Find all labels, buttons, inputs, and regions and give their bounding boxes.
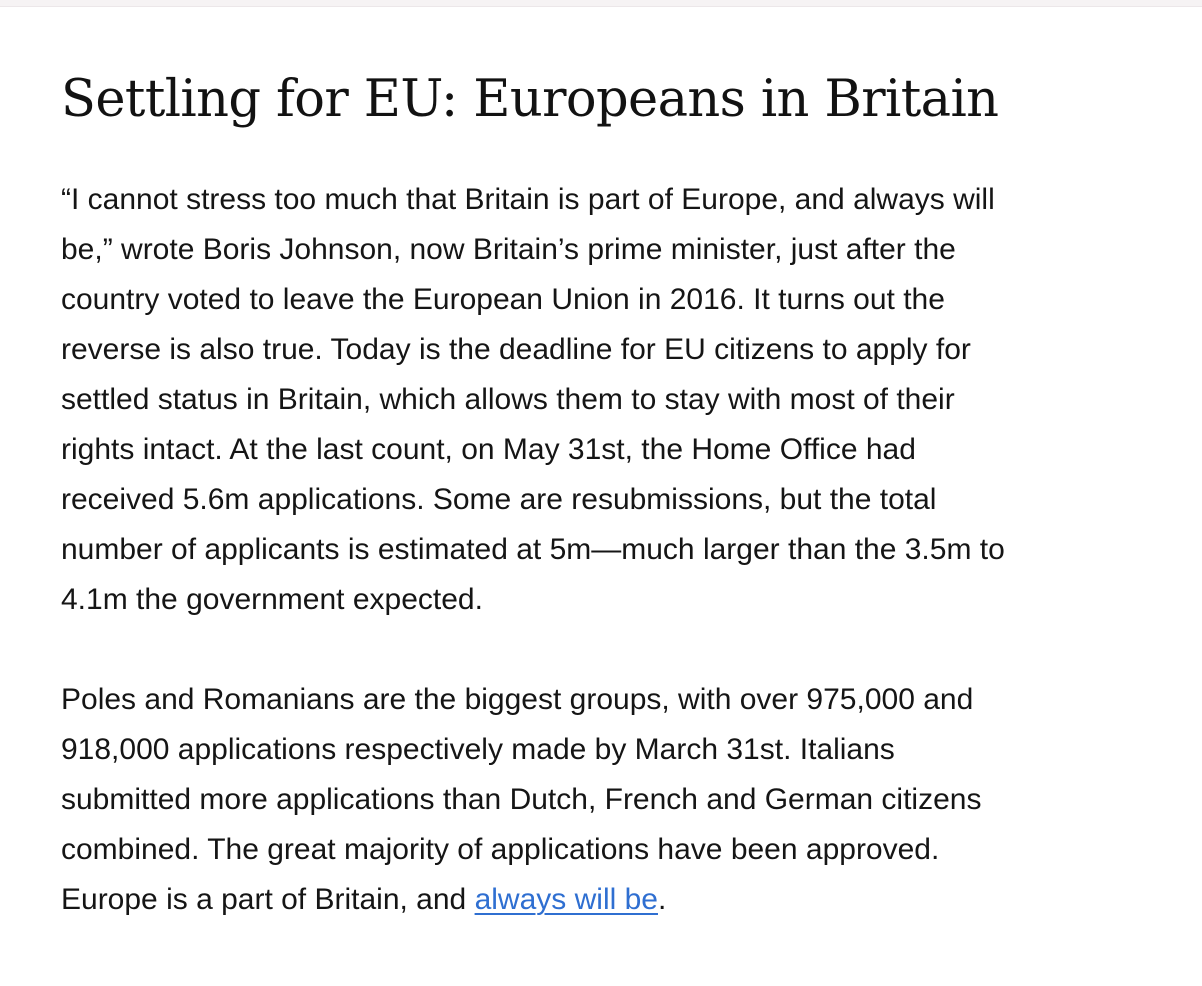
paragraph-line: settled status in Britain, which allows them to stay with most of their: [61, 383, 955, 416]
paragraph-line-with-link: [61, 875, 1151, 925]
article-paragraph-1: [61, 175, 1151, 625]
link-trailing-text: .: [657, 883, 667, 916]
paragraph-line: submitted more applications than Dutch, French and German citizens: [61, 783, 982, 816]
paragraph-line: be,” wrote Boris Johnson, now Britain’s prime minister, just after the: [61, 233, 956, 266]
top-divider: [0, 0, 1202, 7]
always-will-be-link[interactable]: always will be: [474, 883, 658, 916]
paragraph-line: 4.1m the government expected.: [61, 583, 483, 616]
paragraph-line: country voted to leave the European Union in 2016. It turns out the: [61, 283, 945, 316]
paragraph-line: number of applicants is estimated at 5m—much larger than the 3.5m to: [61, 533, 1005, 566]
paragraph-line: combined. The great majority of applications have been approved.: [61, 833, 940, 866]
paragraph-line: Poles and Romanians are the biggest groups, with over 975,000 and: [61, 683, 974, 716]
paragraph-line: “I cannot stress too much that Britain is part of Europe, and always will: [61, 183, 995, 216]
link-lead-text: Europe is a part of Britain, and: [61, 883, 475, 916]
paragraph-line: received 5.6m applications. Some are resubmissions, but the total: [61, 483, 937, 516]
paragraph-line: 918,000 applications respectively made by March 31st. Italians: [61, 733, 895, 766]
article: [61, 62, 1151, 925]
article-paragraph-2: [61, 675, 1151, 925]
article-headline: Settling for EU: Europeans in Britain: [61, 70, 999, 129]
paragraph-line: reverse is also true. Today is the deadline for EU citizens to apply for: [61, 333, 971, 366]
paragraph-line: rights intact. At the last count, on May 31st, the Home Office had: [61, 433, 916, 466]
